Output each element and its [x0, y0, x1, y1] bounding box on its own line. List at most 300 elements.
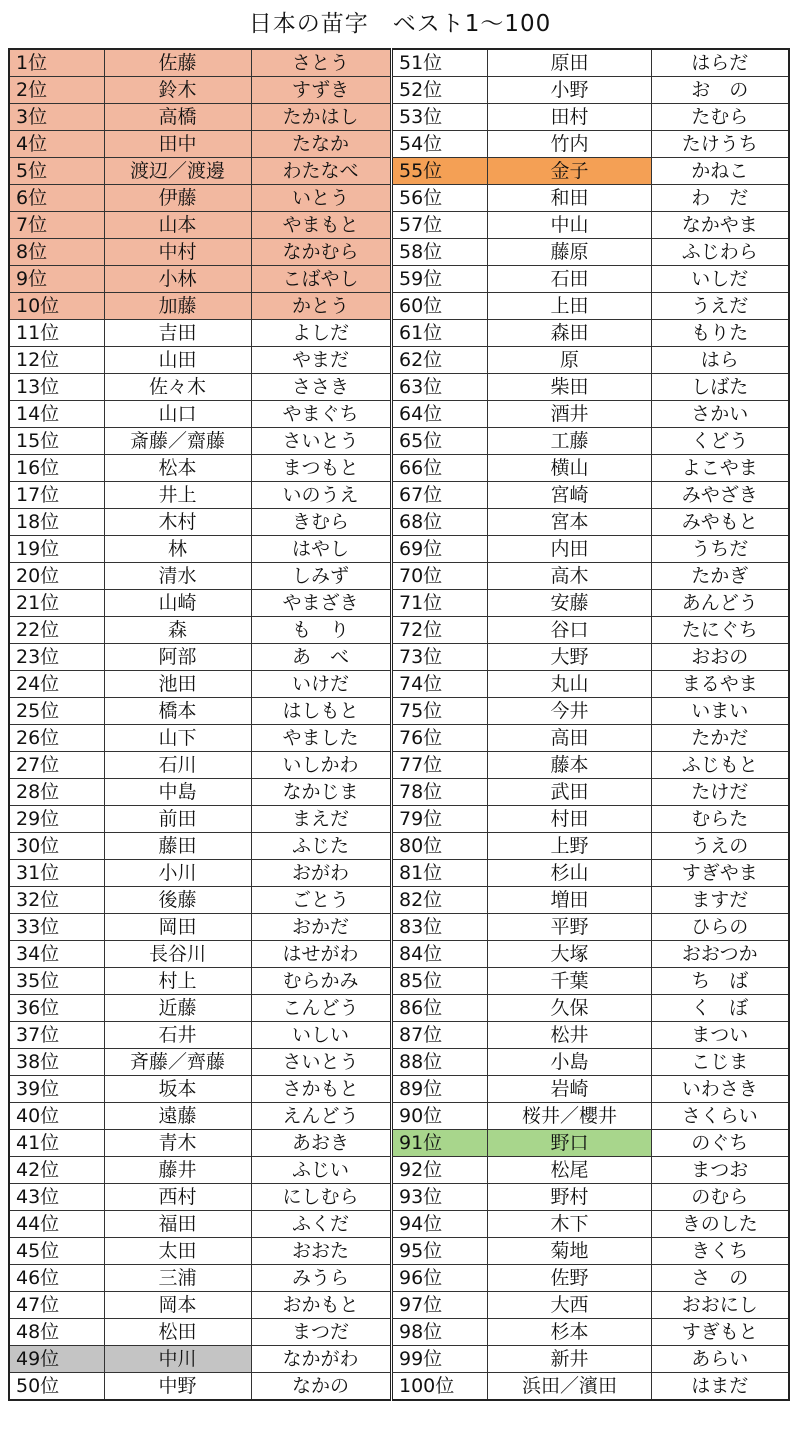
- rank-cell: 61位: [393, 320, 488, 347]
- table-row: [9, 1103, 391, 1130]
- kana-cell: たけうち: [652, 131, 789, 158]
- kanji-cell: 丸山: [488, 671, 652, 698]
- table-row: [393, 49, 789, 77]
- rank-cell: 35位: [9, 968, 104, 995]
- table-row: [393, 158, 789, 185]
- kanji-cell: 斉藤／齊藤: [104, 1049, 251, 1076]
- kanji-cell: 遠藤: [104, 1103, 251, 1130]
- table-row: [9, 1184, 391, 1211]
- kana-cell: はしもと: [251, 698, 391, 725]
- kana-cell: はまだ: [652, 1373, 789, 1401]
- kanji-cell: 斎藤／齋藤: [104, 428, 251, 455]
- table-row: [393, 212, 789, 239]
- table-row: [393, 1076, 789, 1103]
- kanji-cell: 藤本: [488, 752, 652, 779]
- rank-cell: 15位: [9, 428, 104, 455]
- kanji-cell: 上田: [488, 293, 652, 320]
- rank-cell: 90位: [393, 1103, 488, 1130]
- table-row: [9, 563, 391, 590]
- table-row: [9, 752, 391, 779]
- table-row: [393, 833, 789, 860]
- kanji-cell: 野口: [488, 1130, 652, 1157]
- table-row: [9, 644, 391, 671]
- table-row: [393, 536, 789, 563]
- table-row: [9, 860, 391, 887]
- kana-cell: あおき: [251, 1130, 391, 1157]
- kana-cell: いしかわ: [251, 752, 391, 779]
- kanji-cell: 内田: [488, 536, 652, 563]
- rank-cell: 37位: [9, 1022, 104, 1049]
- rank-cell: 70位: [393, 563, 488, 590]
- table-row: [393, 239, 789, 266]
- kana-cell: まつい: [652, 1022, 789, 1049]
- rank-cell: 86位: [393, 995, 488, 1022]
- kana-cell: はらだ: [652, 49, 789, 77]
- rank-cell: 96位: [393, 1265, 488, 1292]
- table-row: [393, 1022, 789, 1049]
- table-row: [393, 374, 789, 401]
- kanji-cell: 森田: [488, 320, 652, 347]
- rank-cell: 72位: [393, 617, 488, 644]
- kana-cell: まつもと: [251, 455, 391, 482]
- kanji-cell: 佐野: [488, 1265, 652, 1292]
- table-row: [393, 806, 789, 833]
- kanji-cell: 石田: [488, 266, 652, 293]
- table-row: [9, 77, 391, 104]
- kana-cell: さくらい: [652, 1103, 789, 1130]
- kana-cell: まえだ: [251, 806, 391, 833]
- kanji-cell: 安藤: [488, 590, 652, 617]
- table-row: [393, 1184, 789, 1211]
- kana-cell: にしむら: [251, 1184, 391, 1211]
- table-row: [9, 698, 391, 725]
- kana-cell: もりた: [652, 320, 789, 347]
- table-row: [9, 1022, 391, 1049]
- rank-cell: 9位: [9, 266, 104, 293]
- rank-cell: 57位: [393, 212, 488, 239]
- kanji-cell: 中川: [104, 1346, 251, 1373]
- kana-cell: さ の: [652, 1265, 789, 1292]
- kana-cell: さいとう: [251, 1049, 391, 1076]
- rank-cell: 16位: [9, 455, 104, 482]
- table-row: [393, 1373, 789, 1401]
- kanji-cell: 中山: [488, 212, 652, 239]
- table-row: [393, 1049, 789, 1076]
- rank-cell: 59位: [393, 266, 488, 293]
- kanji-cell: 池田: [104, 671, 251, 698]
- kanji-cell: 中村: [104, 239, 251, 266]
- table-row: [9, 428, 391, 455]
- kana-cell: おおつか: [652, 941, 789, 968]
- table-row: [9, 779, 391, 806]
- kanji-cell: 酒井: [488, 401, 652, 428]
- kanji-cell: 大塚: [488, 941, 652, 968]
- rank-cell: 25位: [9, 698, 104, 725]
- kana-cell: さかもと: [251, 1076, 391, 1103]
- table-row: [393, 914, 789, 941]
- kana-cell: くどう: [652, 428, 789, 455]
- kanji-cell: 浜田／濱田: [488, 1373, 652, 1401]
- kanji-cell: 伊藤: [104, 185, 251, 212]
- rank-cell: 29位: [9, 806, 104, 833]
- rank-cell: 54位: [393, 131, 488, 158]
- table-row: [9, 49, 391, 77]
- rank-cell: 83位: [393, 914, 488, 941]
- rank-cell: 91位: [393, 1130, 488, 1157]
- table-row: [9, 104, 391, 131]
- kana-cell: ふじい: [251, 1157, 391, 1184]
- kanji-cell: 高田: [488, 725, 652, 752]
- kanji-cell: 近藤: [104, 995, 251, 1022]
- kanji-cell: 福田: [104, 1211, 251, 1238]
- table-row: [9, 968, 391, 995]
- kana-cell: おおの: [652, 644, 789, 671]
- kana-cell: はやし: [251, 536, 391, 563]
- table-row: [9, 1238, 391, 1265]
- kana-cell: たなか: [251, 131, 391, 158]
- kana-cell: はら: [652, 347, 789, 374]
- table-row: [393, 644, 789, 671]
- table-row: [9, 617, 391, 644]
- rank-cell: 71位: [393, 590, 488, 617]
- kana-cell: うえの: [652, 833, 789, 860]
- rank-cell: 11位: [9, 320, 104, 347]
- rank-cell: 42位: [9, 1157, 104, 1184]
- kana-cell: たむら: [652, 104, 789, 131]
- kanji-cell: 小川: [104, 860, 251, 887]
- table-row: [9, 1265, 391, 1292]
- table-row: [9, 482, 391, 509]
- table-row: [393, 77, 789, 104]
- table-row: [393, 1103, 789, 1130]
- kana-cell: なかがわ: [251, 1346, 391, 1373]
- table-row: [9, 509, 391, 536]
- table-row: [393, 1238, 789, 1265]
- table-row: [393, 995, 789, 1022]
- rank-cell: 60位: [393, 293, 488, 320]
- kana-cell: わたなべ: [251, 158, 391, 185]
- kana-cell: のぐち: [652, 1130, 789, 1157]
- table-row: [393, 293, 789, 320]
- kanji-cell: 松田: [104, 1319, 251, 1346]
- kana-cell: わ だ: [652, 185, 789, 212]
- kanji-cell: 山崎: [104, 590, 251, 617]
- kanji-cell: 佐々木: [104, 374, 251, 401]
- rank-cell: 69位: [393, 536, 488, 563]
- table-row: [9, 185, 391, 212]
- kana-cell: たけだ: [652, 779, 789, 806]
- rank-cell: 10位: [9, 293, 104, 320]
- kanji-cell: 橋本: [104, 698, 251, 725]
- kanji-cell: 岡本: [104, 1292, 251, 1319]
- table-row: [393, 347, 789, 374]
- page-title: 日本の苗字 ベスト1～100: [248, 11, 552, 37]
- kana-cell: なかやま: [652, 212, 789, 239]
- kana-cell: きのした: [652, 1211, 789, 1238]
- rank-cell: 88位: [393, 1049, 488, 1076]
- rank-cell: 41位: [9, 1130, 104, 1157]
- rank-cell: 56位: [393, 185, 488, 212]
- rank-cell: 14位: [9, 401, 104, 428]
- kana-cell: かねこ: [652, 158, 789, 185]
- rank-cell: 94位: [393, 1211, 488, 1238]
- rank-cell: 4位: [9, 131, 104, 158]
- table-row: [9, 239, 391, 266]
- kanji-cell: 青木: [104, 1130, 251, 1157]
- kana-cell: ひらの: [652, 914, 789, 941]
- table-row: [9, 266, 391, 293]
- kana-cell: やまだ: [251, 347, 391, 374]
- kana-cell: むらた: [652, 806, 789, 833]
- kana-cell: たにぐち: [652, 617, 789, 644]
- kana-cell: よしだ: [251, 320, 391, 347]
- rank-cell: 34位: [9, 941, 104, 968]
- rank-cell: 79位: [393, 806, 488, 833]
- rank-cell: 2位: [9, 77, 104, 104]
- kana-cell: いしい: [251, 1022, 391, 1049]
- kana-cell: やまざき: [251, 590, 391, 617]
- kanji-cell: 野村: [488, 1184, 652, 1211]
- rank-cell: 73位: [393, 644, 488, 671]
- table-row: [9, 1130, 391, 1157]
- kana-cell: なかの: [251, 1373, 391, 1401]
- table-row: [393, 698, 789, 725]
- table-row: [393, 509, 789, 536]
- kanji-cell: 太田: [104, 1238, 251, 1265]
- kana-cell: ますだ: [652, 887, 789, 914]
- rank-cell: 77位: [393, 752, 488, 779]
- kana-cell: やまぐち: [251, 401, 391, 428]
- kanji-cell: 高木: [488, 563, 652, 590]
- kana-cell: なかむら: [251, 239, 391, 266]
- kanji-cell: 新井: [488, 1346, 652, 1373]
- kana-cell: みやもと: [652, 509, 789, 536]
- kana-cell: はせがわ: [251, 941, 391, 968]
- kana-cell: さとう: [251, 49, 391, 77]
- table-row: [9, 1076, 391, 1103]
- rank-cell: 58位: [393, 239, 488, 266]
- rank-cell: 49位: [9, 1346, 104, 1373]
- table-row: [9, 347, 391, 374]
- rank-cell: 82位: [393, 887, 488, 914]
- table-row: [393, 1211, 789, 1238]
- kana-cell: お の: [652, 77, 789, 104]
- rank-cell: 65位: [393, 428, 488, 455]
- kana-cell: く ぼ: [652, 995, 789, 1022]
- kana-cell: ふじた: [251, 833, 391, 860]
- kanji-cell: 小島: [488, 1049, 652, 1076]
- kana-cell: こばやし: [251, 266, 391, 293]
- rank-cell: 85位: [393, 968, 488, 995]
- kanji-cell: 桜井／櫻井: [488, 1103, 652, 1130]
- kanji-cell: 宮崎: [488, 482, 652, 509]
- kana-cell: ふじわら: [652, 239, 789, 266]
- rank-cell: 48位: [9, 1319, 104, 1346]
- table-row: [393, 1130, 789, 1157]
- kana-cell: すぎもと: [652, 1319, 789, 1346]
- table-row: [393, 401, 789, 428]
- kana-cell: いわさき: [652, 1076, 789, 1103]
- table-row: [9, 590, 391, 617]
- kana-cell: みやざき: [652, 482, 789, 509]
- kanji-cell: 山下: [104, 725, 251, 752]
- rank-cell: 44位: [9, 1211, 104, 1238]
- kana-cell: さかい: [652, 401, 789, 428]
- rank-cell: 46位: [9, 1265, 104, 1292]
- rank-cell: 30位: [9, 833, 104, 860]
- kana-cell: おおにし: [652, 1292, 789, 1319]
- kanji-cell: 菊地: [488, 1238, 652, 1265]
- rank-cell: 20位: [9, 563, 104, 590]
- rank-cell: 81位: [393, 860, 488, 887]
- table-row: [9, 158, 391, 185]
- rank-cell: 13位: [9, 374, 104, 401]
- rank-cell: 68位: [393, 509, 488, 536]
- kanji-cell: 石川: [104, 752, 251, 779]
- rank-cell: 63位: [393, 374, 488, 401]
- kanji-cell: 武田: [488, 779, 652, 806]
- kanji-cell: 森: [104, 617, 251, 644]
- rank-cell: 5位: [9, 158, 104, 185]
- rank-cell: 55位: [393, 158, 488, 185]
- table-row: [9, 293, 391, 320]
- rank-cell: 22位: [9, 617, 104, 644]
- kanji-cell: 松本: [104, 455, 251, 482]
- table-row: [9, 320, 391, 347]
- kana-cell: いのうえ: [251, 482, 391, 509]
- table-row: [393, 887, 789, 914]
- kanji-cell: 横山: [488, 455, 652, 482]
- kana-cell: のむら: [652, 1184, 789, 1211]
- kanji-cell: 工藤: [488, 428, 652, 455]
- kanji-cell: 大野: [488, 644, 652, 671]
- rank-cell: 98位: [393, 1319, 488, 1346]
- rank-cell: 99位: [393, 1346, 488, 1373]
- kanji-cell: 藤原: [488, 239, 652, 266]
- kanji-cell: 長谷川: [104, 941, 251, 968]
- kana-cell: あらい: [652, 1346, 789, 1373]
- table-row: [393, 1319, 789, 1346]
- table-row: [9, 1049, 391, 1076]
- kana-cell: おかだ: [251, 914, 391, 941]
- kanji-cell: 木村: [104, 509, 251, 536]
- rank-cell: 74位: [393, 671, 488, 698]
- rank-cell: 33位: [9, 914, 104, 941]
- kanji-cell: 小野: [488, 77, 652, 104]
- rank-cell: 67位: [393, 482, 488, 509]
- rank-cell: 97位: [393, 1292, 488, 1319]
- table-row: [9, 833, 391, 860]
- kana-cell: も り: [251, 617, 391, 644]
- rank-cell: 18位: [9, 509, 104, 536]
- kanji-cell: 山田: [104, 347, 251, 374]
- rank-cell: 31位: [9, 860, 104, 887]
- table-row: [9, 806, 391, 833]
- kanji-cell: 小林: [104, 266, 251, 293]
- kanji-cell: 藤井: [104, 1157, 251, 1184]
- table-row: [9, 131, 391, 158]
- table-row: [393, 104, 789, 131]
- rank-cell: 28位: [9, 779, 104, 806]
- table-row: [9, 212, 391, 239]
- table-row: [9, 995, 391, 1022]
- table-row: [9, 455, 391, 482]
- rank-cell: 12位: [9, 347, 104, 374]
- kanji-cell: 西村: [104, 1184, 251, 1211]
- kanji-cell: 山本: [104, 212, 251, 239]
- rank-cell: 51位: [393, 49, 488, 77]
- kana-cell: おおた: [251, 1238, 391, 1265]
- kana-cell: きむら: [251, 509, 391, 536]
- kanji-cell: 谷口: [488, 617, 652, 644]
- kanji-cell: 山口: [104, 401, 251, 428]
- kanji-cell: 阿部: [104, 644, 251, 671]
- table-row: [9, 1157, 391, 1184]
- rank-cell: 7位: [9, 212, 104, 239]
- kana-cell: ふくだ: [251, 1211, 391, 1238]
- table-row: [393, 428, 789, 455]
- kana-cell: あんどう: [652, 590, 789, 617]
- kana-cell: おがわ: [251, 860, 391, 887]
- table-row: [393, 725, 789, 752]
- table-row: [393, 617, 789, 644]
- rank-cell: 84位: [393, 941, 488, 968]
- kanji-cell: 井上: [104, 482, 251, 509]
- kana-cell: たかはし: [251, 104, 391, 131]
- kana-cell: いまい: [652, 698, 789, 725]
- kanji-cell: 原田: [488, 49, 652, 77]
- table-row: [9, 1319, 391, 1346]
- table-row: [9, 887, 391, 914]
- kanji-cell: 渡辺／渡邊: [104, 158, 251, 185]
- kanji-cell: 三浦: [104, 1265, 251, 1292]
- surname-table-right: [392, 48, 790, 1401]
- table-row: [9, 725, 391, 752]
- kanji-cell: 柴田: [488, 374, 652, 401]
- kana-cell: おかもと: [251, 1292, 391, 1319]
- rank-cell: 75位: [393, 698, 488, 725]
- table-row: [393, 482, 789, 509]
- kanji-cell: 岩崎: [488, 1076, 652, 1103]
- table-row: [393, 131, 789, 158]
- table-row: [9, 536, 391, 563]
- kana-cell: きくち: [652, 1238, 789, 1265]
- kanji-cell: 藤田: [104, 833, 251, 860]
- rank-cell: 39位: [9, 1076, 104, 1103]
- table-row: [393, 941, 789, 968]
- rank-cell: 66位: [393, 455, 488, 482]
- kanji-cell: 宮本: [488, 509, 652, 536]
- rank-cell: 21位: [9, 590, 104, 617]
- kana-cell: みうら: [251, 1265, 391, 1292]
- kanji-cell: 村田: [488, 806, 652, 833]
- rank-cell: 36位: [9, 995, 104, 1022]
- rank-cell: 17位: [9, 482, 104, 509]
- kana-cell: ささき: [251, 374, 391, 401]
- rank-cell: 26位: [9, 725, 104, 752]
- kanji-cell: 鈴木: [104, 77, 251, 104]
- kana-cell: すぎやま: [652, 860, 789, 887]
- kanji-cell: 村上: [104, 968, 251, 995]
- rank-cell: 100位: [393, 1373, 488, 1401]
- kana-cell: こじま: [652, 1049, 789, 1076]
- table-row: [9, 1211, 391, 1238]
- rank-cell: 47位: [9, 1292, 104, 1319]
- table-row: [9, 1346, 391, 1373]
- table-row: [9, 374, 391, 401]
- rank-cell: 38位: [9, 1049, 104, 1076]
- kanji-cell: 和田: [488, 185, 652, 212]
